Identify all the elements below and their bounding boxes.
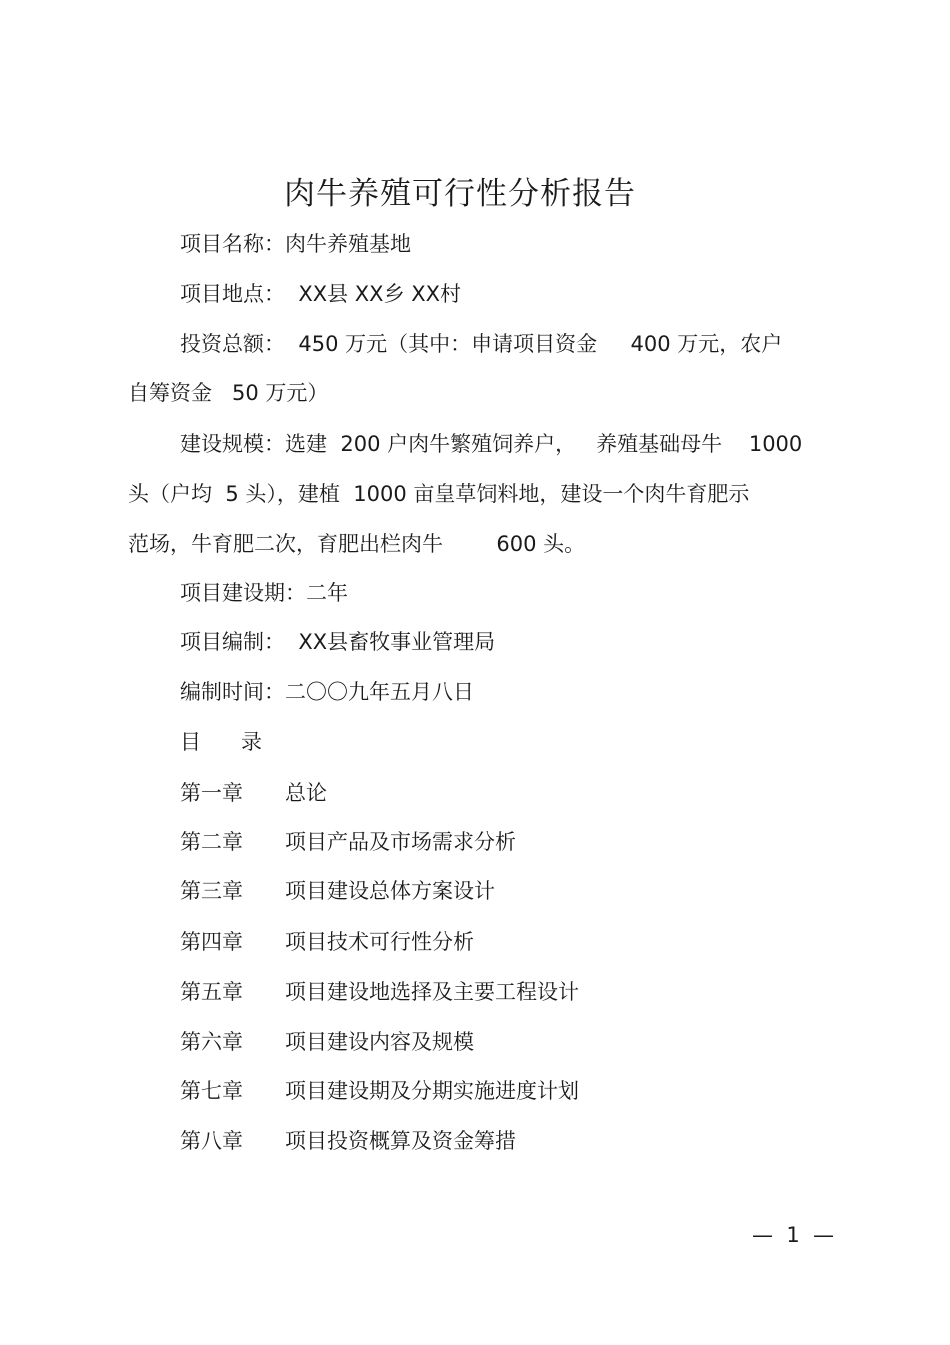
toc-title: 项目技术可行性分析 xyxy=(285,930,474,954)
scale-line-cont-1: 头（户均 5 头），建植 1000 亩皇草饲料地，建设一个肉牛育肥示 xyxy=(128,482,750,506)
investment-line: 投资总额： 450 万元（其中：申请项目资金 400 万元，农户 xyxy=(180,332,783,356)
toc-title: 项目投资概算及资金筹措 xyxy=(285,1129,516,1153)
compiler-line: 项目编制： XX县畜牧事业管理局 xyxy=(180,630,496,654)
toc-chapter: 第一章 xyxy=(180,781,243,805)
construction-period-line: 项目建设期：二年 xyxy=(180,581,348,605)
compile-date-line: 编制时间：二〇〇九年五月八日 xyxy=(180,680,474,704)
toc-heading: 目 录 xyxy=(180,730,263,754)
investment-line-cont: 自筹资金 50 万元） xyxy=(128,381,329,405)
project-location-line: 项目地点： XX县 XX乡 XX村 xyxy=(180,282,462,306)
toc-title: 项目建设地选择及主要工程设计 xyxy=(285,980,579,1004)
toc-title: 项目建设期及分期实施进度计划 xyxy=(285,1079,579,1103)
toc-title: 总论 xyxy=(285,781,327,805)
toc-title: 项目建设总体方案设计 xyxy=(285,879,495,903)
toc-chapter: 第八章 xyxy=(180,1129,243,1153)
toc-chapter: 第五章 xyxy=(180,980,243,1004)
scale-line-cont-2: 范场，牛育肥二次，育肥出栏肉牛 600 头。 xyxy=(128,532,586,556)
toc-chapter: 第六章 xyxy=(180,1030,243,1054)
toc-chapter: 第七章 xyxy=(180,1079,243,1103)
toc-title: 项目产品及市场需求分析 xyxy=(285,830,516,854)
toc-chapter: 第四章 xyxy=(180,930,243,954)
scale-line: 建设规模：选建 200 户肉牛繁殖饲养户， 养殖基础母牛 1000 xyxy=(180,432,803,456)
page-number: — 1 — xyxy=(752,1223,835,1247)
toc-title: 项目建设内容及规模 xyxy=(285,1030,474,1054)
document-title: 肉牛养殖可行性分析报告 xyxy=(284,176,636,212)
toc-chapter: 第二章 xyxy=(180,830,243,854)
toc-chapter: 第三章 xyxy=(180,879,243,903)
project-name-line: 项目名称：肉牛养殖基地 xyxy=(180,232,411,256)
